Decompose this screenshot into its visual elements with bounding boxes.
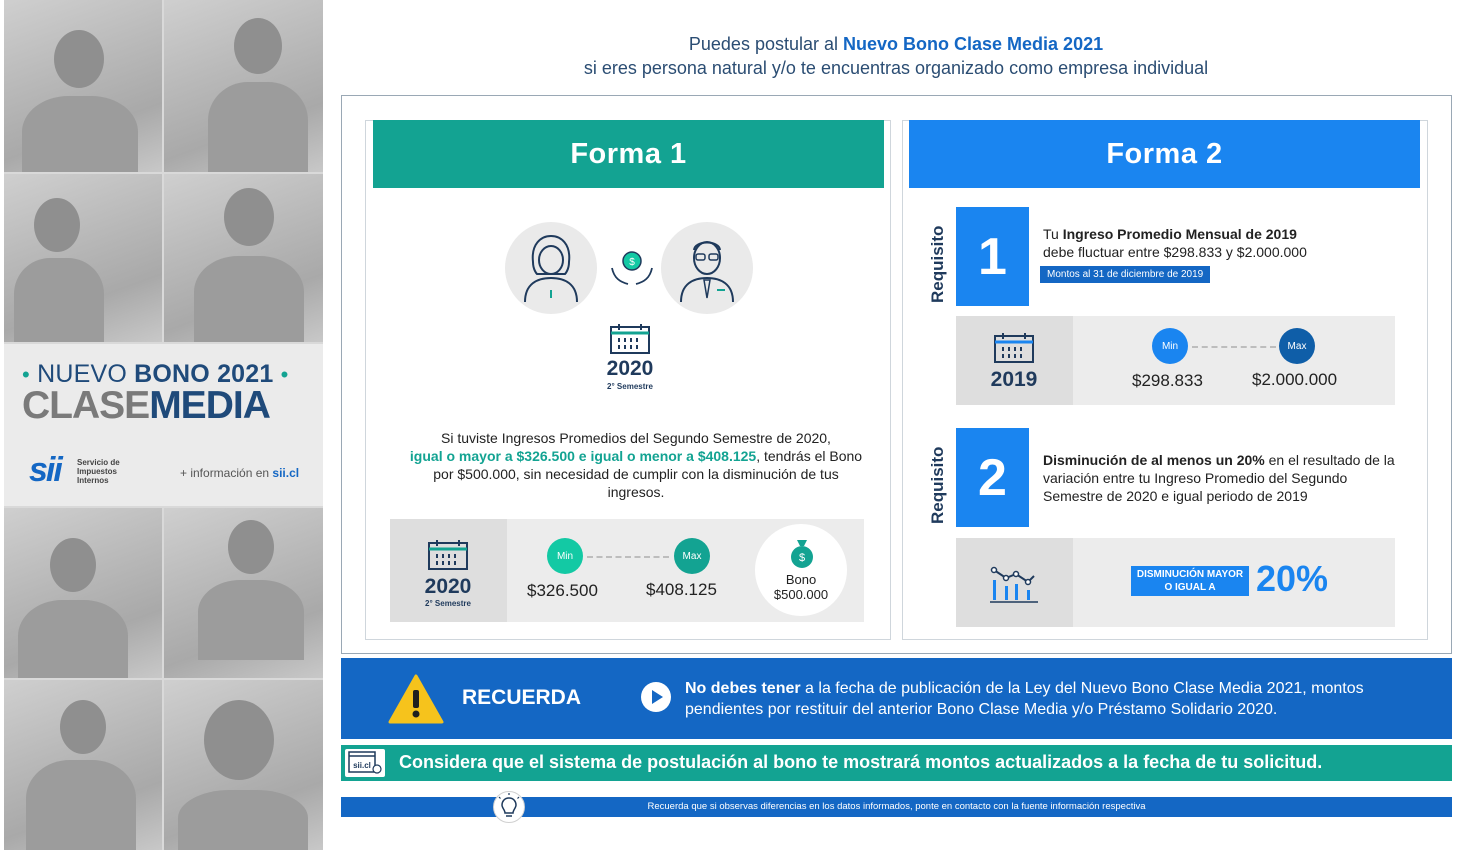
sii-web-icon-text: sii.cl bbox=[353, 761, 371, 770]
recuerda-message bbox=[685, 678, 1425, 720]
header-prefix: Puedes postular al bbox=[688, 34, 838, 54]
header-highlight: Nuevo Bono Clase Media 2021 bbox=[843, 34, 1104, 54]
max-amount: $2.000.000 bbox=[1252, 370, 1338, 389]
max-pill: Max bbox=[1279, 328, 1315, 364]
forma1-desc-c: tendrás el Bono por $500.000, sin necesidad de cumplir con la disminución de tus ingresos. bbox=[433, 448, 863, 500]
forma1-title: Forma 1 bbox=[373, 120, 884, 188]
range-dash bbox=[1192, 346, 1276, 348]
footer-text: Recuerda que si observas diferencias en los datos informados, ponte en contacto con la fuente información respectiva bbox=[647, 801, 1146, 812]
recuerda-msg-bold: No debes tener bbox=[685, 680, 801, 697]
sidebar bbox=[4, 0, 323, 850]
sii-logo-text: Servicio de Impuestos Internos bbox=[77, 458, 120, 485]
money-bag-icon bbox=[787, 536, 817, 570]
req1-text-bold: Ingreso Promedio Mensual de 2019 bbox=[1062, 226, 1297, 242]
svg-text:$: $ bbox=[798, 552, 806, 564]
min-pill: Min bbox=[547, 538, 583, 574]
req1-text-a: Tu bbox=[1043, 226, 1063, 242]
forma1-strip-year: 2020 bbox=[424, 575, 472, 598]
footer-banner bbox=[341, 797, 1452, 817]
more-info-prefix: + información en bbox=[180, 466, 270, 480]
forma1-desc-comma: , bbox=[756, 448, 761, 464]
min-pill: Min bbox=[1152, 328, 1188, 364]
sii-web-icon bbox=[345, 749, 385, 777]
req2-text bbox=[1043, 451, 1403, 505]
req2-label: Requisito bbox=[928, 446, 947, 524]
calendar-icon bbox=[609, 323, 651, 355]
forma1-semester: 2° Semestre bbox=[607, 382, 653, 391]
recuerda-title: RECUERDA bbox=[462, 686, 582, 709]
sii-logo-mark: sii bbox=[29, 451, 61, 489]
forma1-strip-semester: 2° Semestre bbox=[425, 599, 471, 608]
play-icon bbox=[641, 682, 671, 712]
photo-man-boxes bbox=[4, 680, 162, 850]
forma1-panel bbox=[365, 120, 891, 640]
photo-woman-bowl bbox=[4, 508, 162, 678]
photo-man-neckbrace bbox=[164, 174, 323, 342]
calendar-icon bbox=[993, 332, 1035, 364]
bono-circle bbox=[755, 524, 847, 616]
decrease-value: 20% bbox=[1256, 558, 1329, 599]
photo-elderly-man bbox=[164, 680, 323, 850]
forma2-title: Forma 2 bbox=[909, 120, 1420, 188]
req1-range-strip bbox=[956, 316, 1395, 405]
recuerda-msg-text: a la fecha de publicación de la Ley del Nuevo Bono Clase Media 2021, montos pendientes por restituir del anterior Bono Clase Media y/o Préstamo Solidario 2020. bbox=[685, 680, 1364, 718]
decrease-label: DISMINUCIÓN MAYOR O IGUAL A bbox=[1131, 566, 1249, 596]
req1-tag: Montos al 31 de diciembre de 2019 bbox=[1040, 266, 1210, 283]
bono-value: $500.000 bbox=[773, 587, 829, 602]
req1-strip-year: 2019 bbox=[990, 368, 1038, 391]
max-pill: Max bbox=[674, 538, 710, 574]
brand-clase: CLASE bbox=[22, 384, 150, 427]
req1-label: Requisito bbox=[928, 225, 947, 303]
warning-icon bbox=[388, 673, 444, 725]
brand-block bbox=[4, 344, 323, 506]
req1-text bbox=[1043, 225, 1413, 261]
header bbox=[340, 32, 1452, 80]
range-dash bbox=[587, 556, 669, 558]
more-info-link[interactable]: sii.cl bbox=[272, 466, 300, 480]
req1-number: 1 bbox=[956, 207, 1029, 306]
brand-line2 bbox=[22, 384, 270, 428]
header-line1 bbox=[340, 32, 1452, 56]
brand-line1: • NUEVO BONO 2021 • bbox=[22, 360, 289, 388]
more-info bbox=[180, 466, 299, 480]
max-amount: $408.125 bbox=[646, 580, 717, 599]
photo-woman-plants bbox=[4, 174, 162, 342]
forma1-description bbox=[406, 429, 866, 501]
money-hands-icon bbox=[610, 248, 654, 288]
forma1-year: 2020 bbox=[606, 357, 654, 380]
min-amount: $326.500 bbox=[527, 581, 598, 600]
considera-banner bbox=[341, 745, 1452, 781]
forma1-desc-highlight: igual o mayor a $326.500 e igual o menor a $408.125 bbox=[409, 448, 757, 464]
req2-text-bold: Disminución de al menos un 20% bbox=[1043, 452, 1265, 468]
req1-text-b: debe fluctuar entre $298.833 y $2.000.000 bbox=[1043, 244, 1307, 260]
req2-strip bbox=[956, 538, 1395, 627]
photo-woman-mask bbox=[4, 0, 162, 172]
req2-number: 2 bbox=[956, 428, 1029, 527]
photo-man-laptop bbox=[164, 0, 323, 172]
decrease-chart-icon bbox=[990, 562, 1038, 604]
sii-logo bbox=[29, 452, 139, 488]
brand-media: MEDIA bbox=[149, 384, 270, 427]
header-line2: si eres persona natural y/o te encuentras organizado como empresa individual bbox=[583, 58, 1209, 78]
brand-bono-year: BONO 2021 bbox=[134, 360, 274, 388]
considera-text: Considera que el sistema de postulación al bono te mostrará montos actualizados a la fecha de tu solicitud. bbox=[399, 752, 1323, 772]
svg-text:$: $ bbox=[629, 257, 635, 268]
photo-woman-cakes bbox=[164, 508, 323, 678]
req2-text-a: en el resultado de la variación entre tu Ingreso Promedio del Segundo Semestre de 2020 e igual periodo de 2019 bbox=[1043, 452, 1395, 504]
brand-nuevo: NUEVO bbox=[37, 360, 127, 388]
bono-label: Bono bbox=[785, 572, 817, 587]
man-avatar-icon bbox=[661, 222, 753, 314]
woman-avatar-icon bbox=[505, 222, 597, 314]
forma1-desc-a: Si tuviste Ingresos Promedios del Segundo Semestre de 2020, bbox=[441, 430, 831, 446]
recuerda-banner bbox=[341, 658, 1452, 739]
main-frame bbox=[341, 95, 1452, 654]
forma2-panel bbox=[902, 120, 1428, 640]
min-amount: $298.833 bbox=[1132, 371, 1203, 390]
forma1-range-strip bbox=[390, 519, 864, 622]
calendar-icon bbox=[427, 539, 469, 571]
